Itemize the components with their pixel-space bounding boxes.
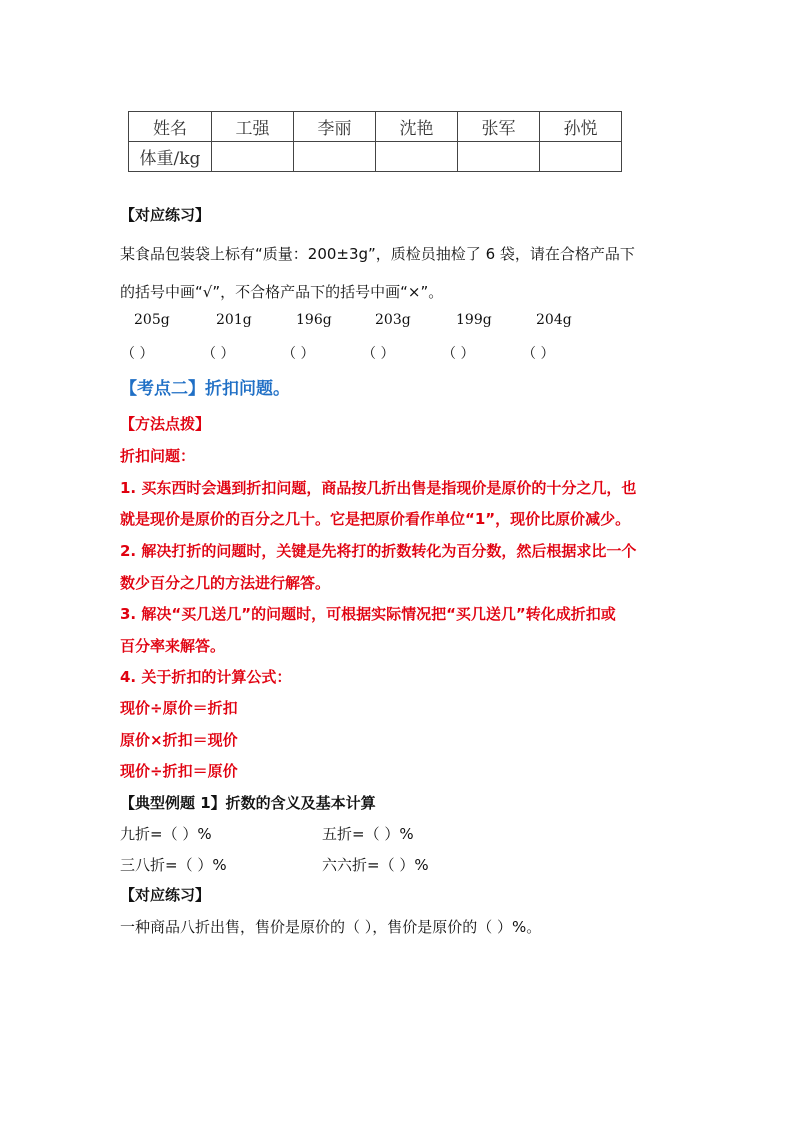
answer-blank[interactable]: （ ） [282, 346, 315, 362]
sample-weight: 199g [456, 312, 492, 328]
answer-blank[interactable]: （ ） [202, 346, 235, 362]
answer-blank[interactable]: （ ） [442, 346, 475, 362]
section-title: 【考点二】折扣问题。 [120, 379, 290, 399]
sample-weight: 201g [216, 312, 252, 328]
example-heading: 【典型例题 1】折数的含义及基本计算 [120, 794, 376, 812]
practice-text-line: 某食品包装袋上标有“质量：200±3g”，质检员抽检了 6 袋，请在合格产品下 [120, 245, 635, 263]
table-row [129, 142, 622, 172]
table-cell [294, 142, 376, 172]
formula: 现价÷折扣＝原价 [120, 762, 238, 780]
formula: 原价×折扣＝现价 [120, 731, 238, 749]
practice-heading: 【对应练习】 [120, 886, 211, 904]
table-cell [212, 142, 294, 172]
method-point: 数少百分之几的方法进行解答。 [120, 574, 331, 592]
table-header-cell: 姓名 [129, 112, 212, 142]
sample-weight: 205g [134, 312, 170, 328]
answer-blank[interactable]: （ ） [522, 346, 555, 362]
table-header-cell: 孙悦 [540, 112, 622, 142]
method-intro: 折扣问题： [120, 447, 196, 465]
practice-text-line: 的括号中画“√”，不合格产品下的括号中画“×”。 [120, 283, 444, 301]
method-point: 1. 买东西时会遇到折扣问题，商品按几折出售是指现价是原价的十分之几，也 [120, 479, 637, 497]
sample-weight: 203g [375, 312, 411, 328]
formula: 现价÷原价＝折扣 [120, 699, 238, 717]
table-header-cell: 李丽 [294, 112, 376, 142]
answer-blank[interactable]: （ ） [362, 346, 395, 362]
method-point: 4. 关于折扣的计算公式： [120, 668, 292, 686]
table-cell [458, 142, 540, 172]
practice-question: 一种商品八折出售，售价是原价的（ ），售价是原价的（ ）%。 [120, 918, 542, 936]
method-heading: 【方法点拨】 [120, 415, 211, 433]
answer-blank[interactable]: （ ） [121, 346, 154, 362]
table-header-cell: 工强 [212, 112, 294, 142]
method-point: 2. 解决打折的问题时，关键是先将打的折数转化为百分数，然后根据求比一个 [120, 542, 637, 560]
method-point: 百分率来解答。 [120, 637, 226, 655]
example-question: 九折=（ ）% [120, 825, 212, 843]
table-header-cell: 张军 [458, 112, 540, 142]
weight-table [128, 111, 622, 172]
table-row-label: 体重/kg [129, 142, 212, 172]
example-question: 六六折=（ ）% [322, 856, 429, 874]
practice-heading: 【对应练习】 [120, 206, 211, 224]
table-cell [376, 142, 458, 172]
table-cell [540, 142, 622, 172]
example-question: 三八折=（ ）% [120, 856, 227, 874]
table-header-cell: 沈艳 [376, 112, 458, 142]
method-point: 3. 解决“买几送几”的问题时，可根据实际情况把“买几送几”转化成折扣或 [120, 605, 616, 623]
method-point: 就是现价是原价的百分之几十。它是把原价看作单位“1”，现价比原价减少。 [120, 510, 631, 528]
example-question: 五折=（ ）% [322, 825, 414, 843]
sample-weight: 196g [296, 312, 332, 328]
table-header-row [129, 112, 622, 142]
sample-weight: 204g [536, 312, 572, 328]
